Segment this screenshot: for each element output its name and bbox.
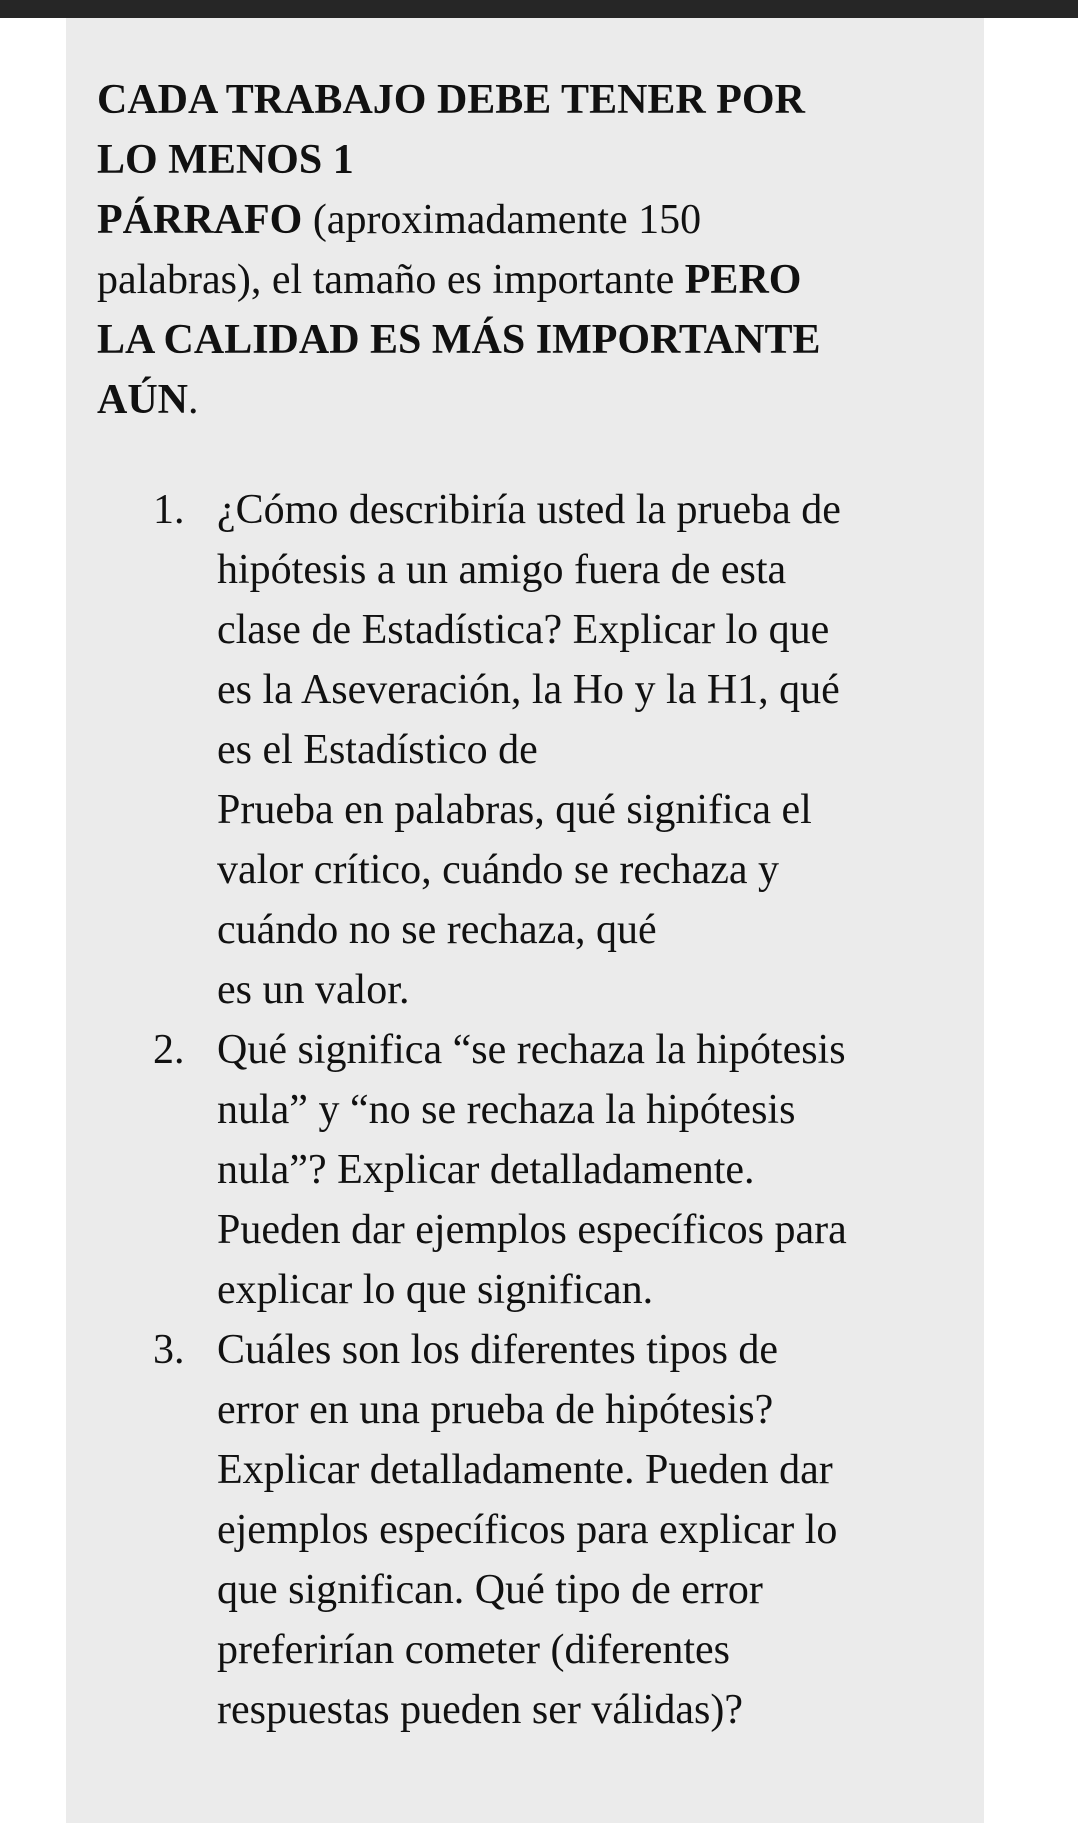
intro-line-3 [97,190,957,250]
intro-line-4 [97,250,957,310]
question-line: es un valor. [217,967,410,1013]
question-line: preferirían cometer (diferentes [217,1627,731,1673]
question-line: es el Estadístico de [217,727,538,773]
question-line: cuándo no se rechaza, qué [217,907,657,953]
question-line: es la Aseveración, la Ho y la H1, qué [217,667,840,713]
intro-aun-bold: AÚN [97,377,188,423]
question-line: valor crítico, cuándo se rechaza y [217,847,780,893]
question-line: hipótesis a un amigo fuera de esta [217,547,787,593]
question-line: respuestas pueden ser válidas)? [217,1687,743,1733]
top-bar [0,0,1078,18]
question-list [97,480,957,1740]
question-line: Qué significa “se rechaza la hipótesis [217,1027,846,1073]
document-panel [66,18,984,1823]
question-number: 2. [153,1027,185,1073]
intro-line-6 [97,370,957,430]
question-line: nula” y “no se rechaza la hipótesis [217,1087,796,1133]
question-line: ejemplos específicos para explicar lo [217,1507,838,1553]
question-number: 1. [153,487,185,533]
intro-line-3-rest: (aproximadamente 150 [302,197,702,243]
question-1 [97,480,957,1020]
intro-line-5: LA CALIDAD ES MÁS IMPORTANTE [97,317,821,363]
question-number: 3. [153,1327,185,1373]
question-line: error en una prueba de hipótesis? [217,1387,774,1433]
question-line: ¿Cómo describiría usted la prueba de [217,487,841,533]
question-line: Cuáles son los diferentes tipos de [217,1327,779,1373]
intro-paragraph [97,70,957,430]
question-line: explicar lo que significan. [217,1267,654,1313]
question-line: Explicar detalladamente. Pueden dar [217,1447,833,1493]
question-2 [97,1020,957,1320]
question-line: clase de Estadística? Explicar lo que [217,607,830,653]
intro-line-4-normal: palabras), el tamaño es importante [97,257,685,303]
question-line: Pueden dar ejemplos específicos para [217,1207,847,1253]
intro-line-6-rest: . [188,377,199,423]
intro-line-1: CADA TRABAJO DEBE TENER POR [97,77,805,123]
intro-pero-bold: PERO [684,257,802,303]
intro-parrafo-bold: PÁRRAFO [97,197,303,243]
question-line: que significan. Qué tipo de error [217,1567,763,1613]
question-line: Prueba en palabras, qué significa el [217,787,812,833]
document-content [97,70,957,1733]
question-3 [97,1320,957,1740]
intro-line-2: LO MENOS 1 [97,137,354,183]
question-line: nula”? Explicar detalladamente. [217,1147,755,1193]
